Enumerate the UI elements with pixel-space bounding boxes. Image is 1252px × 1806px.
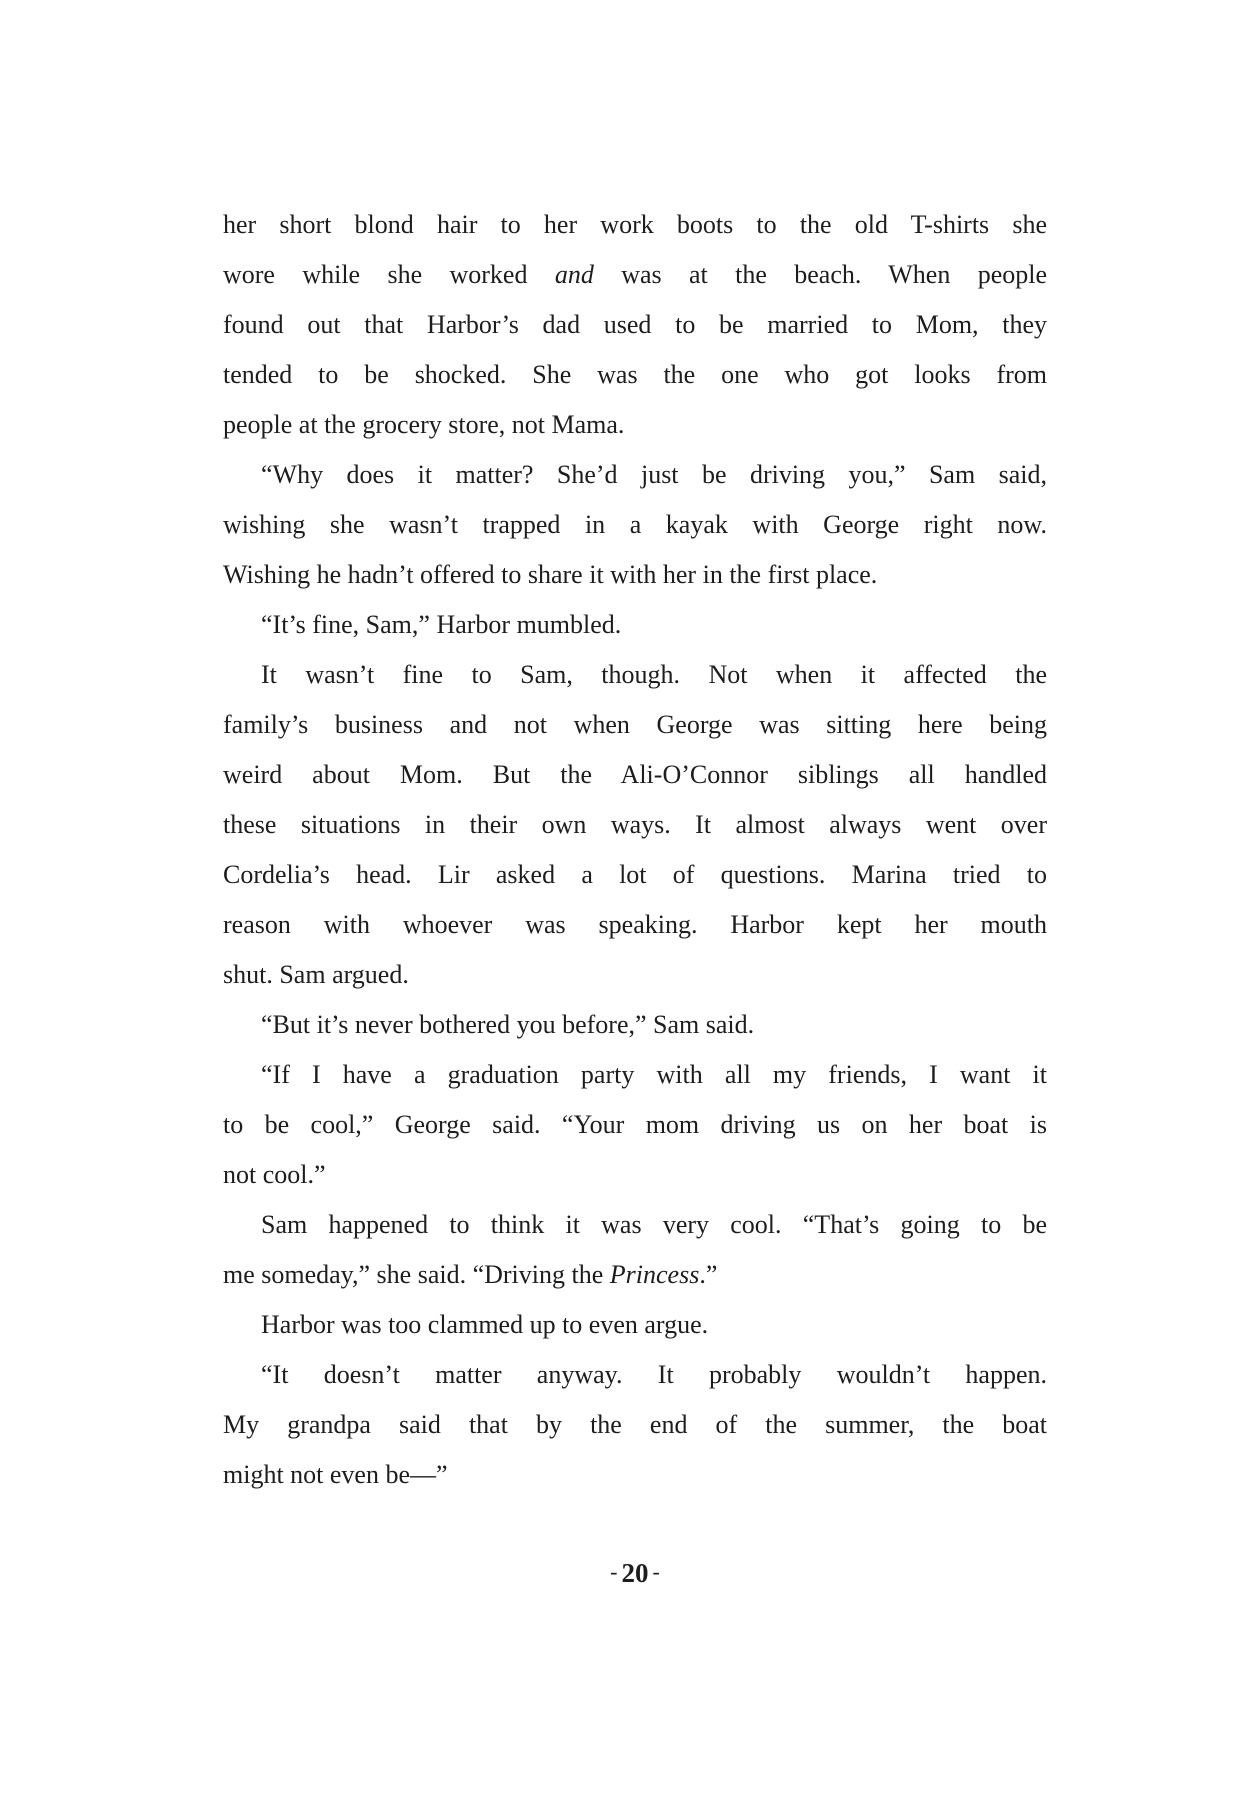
text-line (223, 250, 1047, 300)
text-line (223, 450, 1047, 500)
page-number-dash-left: - (610, 1559, 618, 1584)
text-segment: “Why does it matter? She’d just be driving you,” Sam said, (261, 460, 1047, 489)
text-line (223, 200, 1047, 250)
text-segment: “It doesn’t matter anyway. It probably wouldn’t happen. (261, 1360, 1047, 1389)
text-segment: not cool.” (223, 1160, 326, 1189)
text-segment: wore while she worked (223, 260, 555, 289)
text-segment: .” (699, 1260, 718, 1289)
text-segment: family’s business and not when George was sitting here being (223, 710, 1047, 739)
text-line (223, 1100, 1047, 1150)
text-line (223, 350, 1047, 400)
text-segment: might not even be—” (223, 1460, 448, 1489)
text-line (223, 600, 1047, 650)
text-line (223, 1350, 1047, 1400)
text-line (223, 1000, 1047, 1050)
paragraph (223, 1050, 1047, 1200)
page-number (223, 1548, 1047, 1598)
page-number-value: 20 (621, 1558, 649, 1588)
text-line (223, 700, 1047, 750)
text-segment: shut. Sam argued. (223, 960, 409, 989)
text-line (223, 650, 1047, 700)
text-segment: It wasn’t fine to Sam, though. Not when it affected the (261, 660, 1047, 689)
text-line (223, 750, 1047, 800)
paragraph (223, 1000, 1047, 1050)
paragraph (223, 200, 1047, 450)
text-segment: found out that Harbor’s dad used to be married to Mom, they (223, 310, 1047, 339)
text-line (223, 1400, 1047, 1450)
text-segment: My grandpa said that by the end of the summer, the boat (223, 1410, 1047, 1439)
text-segment: Wishing he hadn’t offered to share it with her in the first place. (223, 560, 878, 589)
text-line (223, 400, 1047, 450)
paragraph (223, 650, 1047, 1000)
text-line (223, 1450, 1047, 1500)
text-line (223, 950, 1047, 1000)
text-line (223, 1150, 1047, 1200)
italic-text: Princess (609, 1260, 700, 1289)
text-segment: “If I have a graduation party with all my friends, I want it (261, 1060, 1047, 1089)
text-segment: Sam happened to think it was very cool. “That’s going to be (261, 1210, 1047, 1239)
text-line (223, 800, 1047, 850)
text-line (223, 300, 1047, 350)
page-number-dash-right: - (652, 1559, 660, 1584)
text-segment: tended to be shocked. She was the one who got looks from (223, 360, 1047, 389)
italic-text: and (554, 260, 594, 289)
text-segment: “But it’s never bothered you before,” Sam said. (261, 1010, 755, 1039)
text-segment: people at the grocery store, not Mama. (223, 410, 625, 439)
text-line (223, 1250, 1047, 1300)
paragraph (223, 600, 1047, 650)
text-segment: “It’s fine, Sam,” Harbor mumbled. (261, 610, 622, 639)
text-segment: reason with whoever was speaking. Harbor kept her mouth (223, 910, 1047, 939)
text-line (223, 1300, 1047, 1350)
text-segment: wishing she wasn’t trapped in a kayak with George right now. (223, 510, 1047, 539)
paragraph (223, 450, 1047, 600)
text-segment: these situations in their own ways. It almost always went over (223, 810, 1047, 839)
text-segment: weird about Mom. But the Ali-O’Connor siblings all handled (223, 760, 1047, 789)
text-line (223, 1050, 1047, 1100)
paragraph (223, 1200, 1047, 1300)
text-block (223, 200, 1047, 1500)
paragraph (223, 1300, 1047, 1350)
text-line (223, 500, 1047, 550)
text-line (223, 850, 1047, 900)
text-segment: was at the beach. When people (593, 260, 1047, 289)
text-segment: Harbor was too clammed up to even argue. (261, 1310, 709, 1339)
text-segment: me someday,” she said. “Driving the (223, 1260, 610, 1289)
text-segment: Cordelia’s head. Lir asked a lot of questions. Marina tried to (223, 860, 1047, 889)
text-line (223, 900, 1047, 950)
text-line (223, 550, 1047, 600)
text-segment: her short blond hair to her work boots to the old T-shirts she (223, 210, 1047, 239)
text-segment: to be cool,” George said. “Your mom driving us on her boat is (223, 1110, 1047, 1139)
paragraph (223, 1350, 1047, 1500)
text-line (223, 1200, 1047, 1250)
